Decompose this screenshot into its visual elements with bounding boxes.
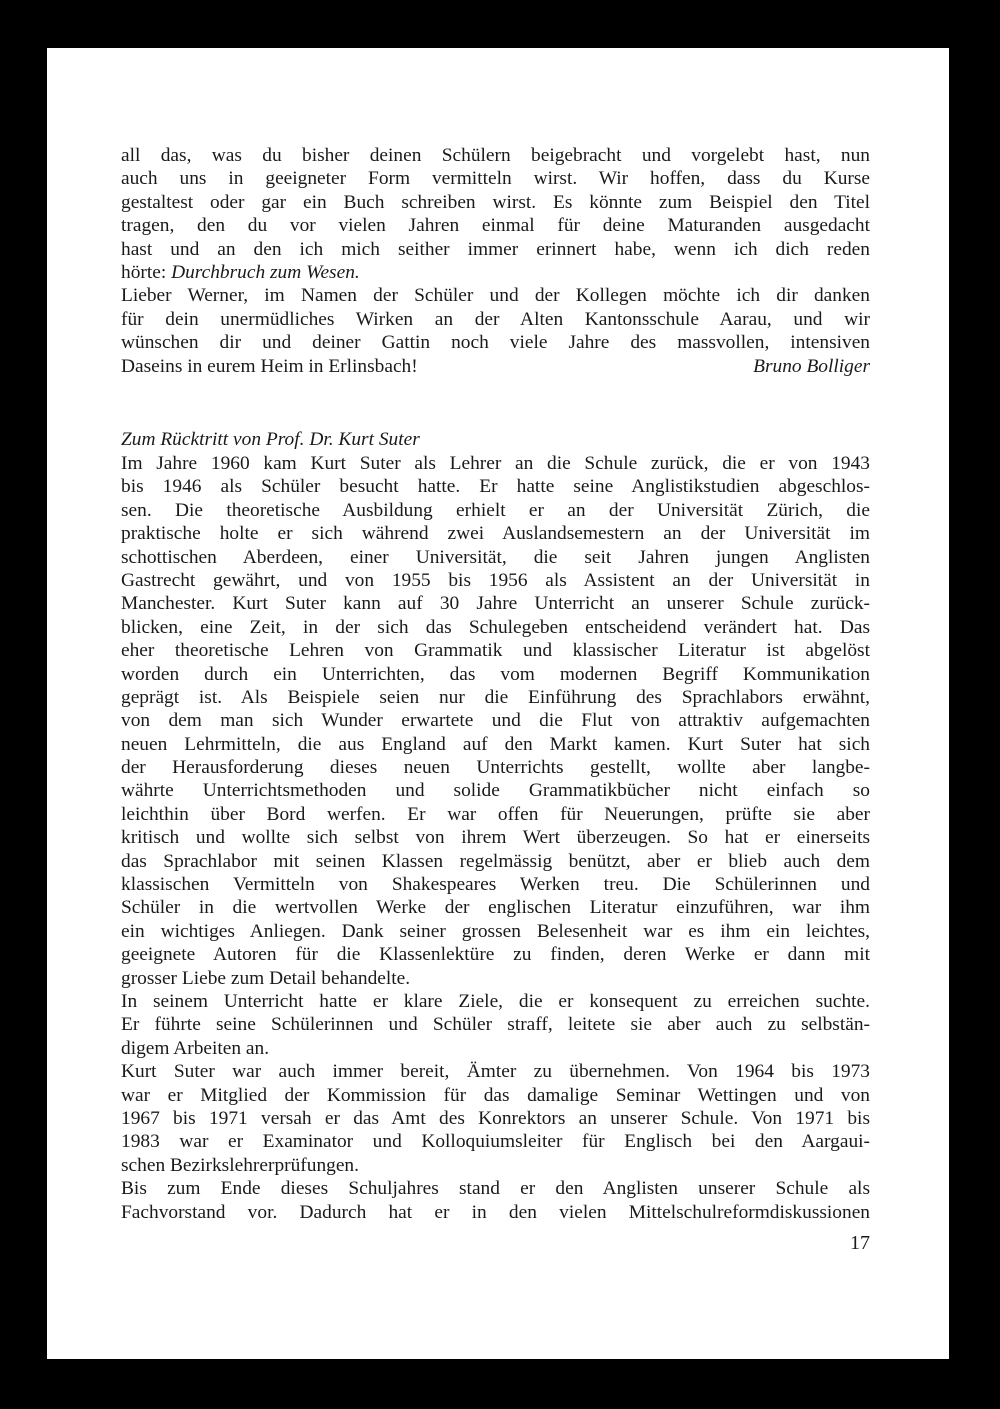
text-line: Er führte seine Schülerinnen und Schüler straff, leitete sie aber auch zu selbstän-	[121, 1014, 870, 1036]
text-line: für dein unermüdliches Wirken an der Alten Kantonsschule Aarau, und wir	[121, 308, 870, 330]
text-line: klassischen Vermitteln von Shakespeares Werken treu. Die Schülerinnen und	[121, 874, 870, 896]
text-line: Lieber Werner, im Namen der Schüler und der Kollegen möchte ich dir danken	[121, 285, 870, 307]
text-line: wünschen dir und deiner Gattin noch viele Jahre des massvollen, intensiven	[121, 332, 870, 354]
text-line: kritisch und wollte sich selbst von ihrem Wert überzeugen. So hat er einerseits	[121, 827, 870, 849]
text-line: tragen, den du vor vielen Jahren einmal für deine Maturanden ausgedacht	[121, 215, 870, 237]
text-line: Fachvorstand vor. Dadurch hat er in den vielen Mittelschulreformdiskussionen	[121, 1201, 870, 1223]
article-body	[121, 452, 870, 1224]
hoerte-prefix: hörte:	[121, 261, 172, 283]
text-line: blicken, eine Zeit, in der sich das Schulegeben entscheidend verändert hat. Das	[121, 616, 870, 638]
text-line: geeignete Autoren für die Klassenlektüre zu finden, deren Werke er dann mit	[121, 944, 870, 966]
text-line: gestaltest oder gar ein Buch schreiben wirst. Es könnte zum Beispiel den Titel	[121, 191, 870, 213]
closing-text: Daseins in eurem Heim in Erlinsbach!	[121, 355, 418, 377]
page-number: 17	[850, 1232, 870, 1254]
text-line: 1967 bis 1971 versah er das Amt des Konrektors an unserer Schule. Von 1971 bis	[121, 1107, 870, 1129]
text-line: Schüler in die wertvollen Werke der englischen Literatur einzuführen, war ihm	[121, 897, 870, 919]
text-line: digem Arbeiten an.	[121, 1037, 270, 1059]
text-line: der Herausforderung dieses neuen Unterrichts gestellt, wollte aber langbe-	[121, 757, 870, 779]
text-line: neuen Lehrmitteln, die aus England auf den Markt kamen. Kurt Suter hat sich	[121, 733, 870, 755]
author-signature: Bruno Bolliger	[753, 355, 870, 377]
text-line: hast und an den ich mich seither immer erinnert habe, wenn ich dich reden	[121, 238, 870, 260]
text-line: schen Bezirkslehrerprüfungen.	[121, 1154, 359, 1176]
closing-line	[121, 355, 870, 378]
article-title: Zum Rücktritt von Prof. Dr. Kurt Suter	[121, 429, 420, 450]
text-line: 1983 war er Examinator und Kolloquiumsleiter für Englisch bei den Aargaui-	[121, 1131, 870, 1153]
text-line: Kurt Suter war auch immer bereit, Ämter zu übernehmen. Von 1964 bis 1973	[121, 1061, 870, 1083]
tribute-closing-paragraph	[121, 144, 870, 378]
text-line: grosser Liebe zum Detail behandelte.	[121, 967, 411, 989]
text-line: währte Unterrichtsmethoden und solide Grammatikbücher nicht einfach so	[121, 780, 870, 802]
text-line: Bis zum Ende dieses Schuljahres stand er den Anglisten unserer Schule als	[121, 1178, 870, 1200]
text-line: In seinem Unterricht hatte er klare Ziele, die er konsequent zu erreichen suchte.	[121, 990, 870, 1012]
section-heading	[121, 428, 870, 451]
text-line: Im Jahre 1960 kam Kurt Suter als Lehrer an die Schule zurück, die er von 1943	[121, 453, 870, 474]
text-line: all das, was du bisher deinen Schülern beigebracht und vorgelebt hast, nun	[121, 145, 870, 166]
document-page	[47, 48, 949, 1359]
text-line	[121, 261, 870, 284]
text-line: von dem man sich Wunder erwartete und die Flut von attraktiv aufgemachten	[121, 710, 870, 732]
text-line: schottischen Aberdeen, einer Universität, die seit Jahren jungen Anglisten	[121, 546, 870, 568]
text-line: das Sprachlabor mit seinen Klassen regelmässig benützt, aber er blieb auch dem	[121, 850, 870, 872]
text-line: praktische holte er sich während zwei Auslandsemestern an der Universität im	[121, 523, 870, 545]
text-line: ein wichtiges Anliegen. Dank seiner grossen Belesenheit war es ihm ein leichtes,	[121, 920, 870, 942]
book-title: Durchbruch zum Wesen.	[171, 261, 360, 283]
text-line: Gastrecht gewährt, und von 1955 bis 1956 als Assistent an der Universität in	[121, 569, 870, 591]
text-line: Manchester. Kurt Suter kann auf 30 Jahre Unterricht an unserer Schule zurück-	[121, 593, 870, 615]
text-line: leichthin über Bord werfen. Er war offen für Neuerungen, prüfte sie aber	[121, 803, 870, 825]
text-line: sen. Die theoretische Ausbildung erhielt er an der Universität Zürich, die	[121, 499, 870, 521]
text-line: auch uns in geeigneter Form vermitteln wirst. Wir hoffen, dass du Kurse	[121, 168, 870, 190]
text-line: worden durch ein Unterrichten, das vom modernen Begriff Kommunikation	[121, 663, 870, 685]
text-line: eher theoretische Lehren von Grammatik und klassischer Literatur ist abgelöst	[121, 640, 870, 662]
text-line: geprägt ist. Als Beispiele seien nur die Einführung des Sprachlabors erwähnt,	[121, 686, 870, 708]
text-line: bis 1946 als Schüler besucht hatte. Er hatte seine Anglistikstudien abgeschlos-	[121, 476, 870, 498]
text-line: war er Mitglied der Kommission für das damalige Seminar Wettingen und von	[121, 1084, 870, 1106]
